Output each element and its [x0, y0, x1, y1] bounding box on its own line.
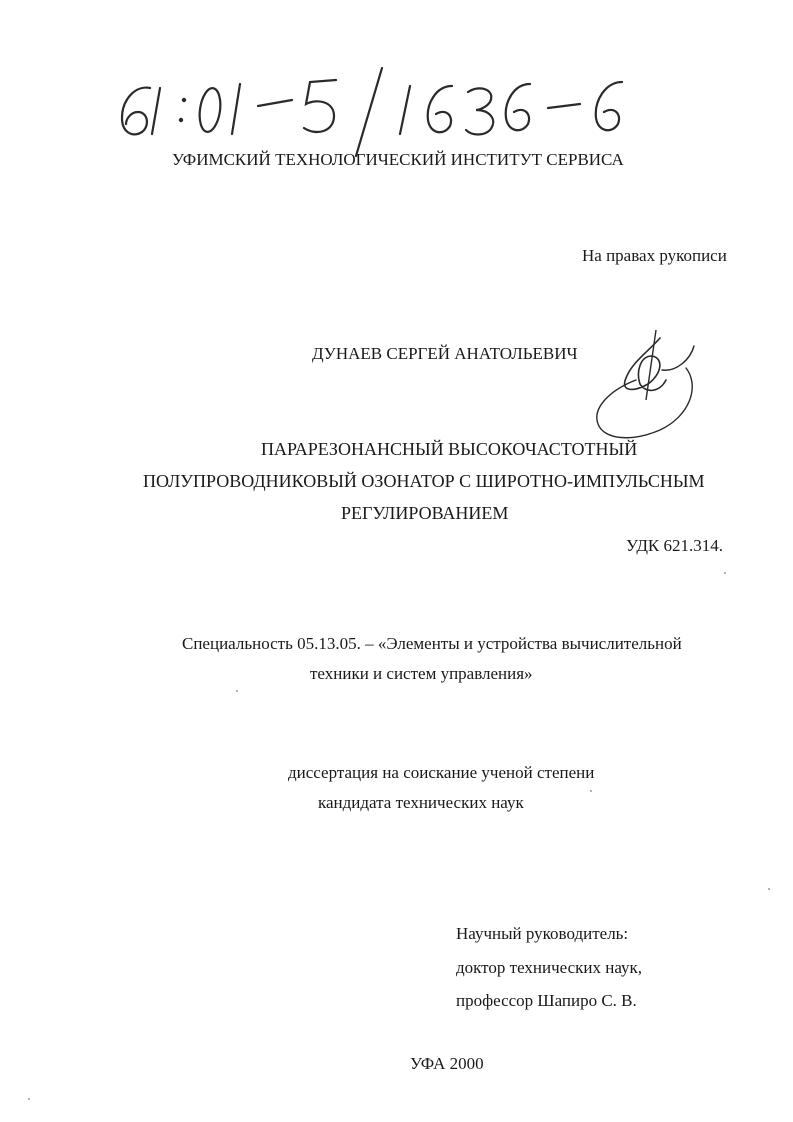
scan-speck [590, 790, 592, 792]
city-year: УФА 2000 [410, 1054, 484, 1073]
supervisor-line-2: доктор технических наук, [456, 958, 643, 977]
supervisor-line-3: профессор Шапиро С. В. [456, 991, 637, 1010]
scan-speck [236, 690, 238, 692]
title-line-3: РЕГУЛИРОВАНИЕМ [341, 503, 509, 523]
title-line-2: ПОЛУПРОВОДНИКОВЫЙ ОЗОНАТОР С ШИРОТНО-ИМПУЛЬСНЫМ [143, 471, 705, 491]
institution-name: УФИМСКИЙ ТЕХНОЛОГИЧЕСКИЙ ИНСТИТУТ СЕРВИСА [172, 150, 624, 169]
supervisor-line-1: Научный руководитель: [456, 924, 629, 943]
manuscript-rights-note: На правах рукописи [582, 246, 727, 265]
udc-code: УДК 621.314. [626, 536, 724, 555]
author-signature [0, 0, 793, 460]
degree-line-1: диссертация на соискание ученой степени [288, 763, 595, 782]
degree-line-2: кандидата технических наук [318, 793, 524, 812]
specialty-line-2: техники и систем управления» [310, 664, 533, 683]
title-line-1: ПАРАРЕЗОНАНСНЫЙ ВЫСОКОЧАСТОТНЫЙ [261, 439, 638, 459]
specialty-line-1: Специальность 05.13.05. – «Элементы и устройства вычислительной [182, 634, 682, 653]
scan-speck [724, 572, 726, 574]
scan-speck [768, 888, 770, 890]
author-name: ДУНАЕВ СЕРГЕЙ АНАТОЛЬЕВИЧ [312, 344, 578, 363]
scan-speck [28, 1098, 30, 1100]
